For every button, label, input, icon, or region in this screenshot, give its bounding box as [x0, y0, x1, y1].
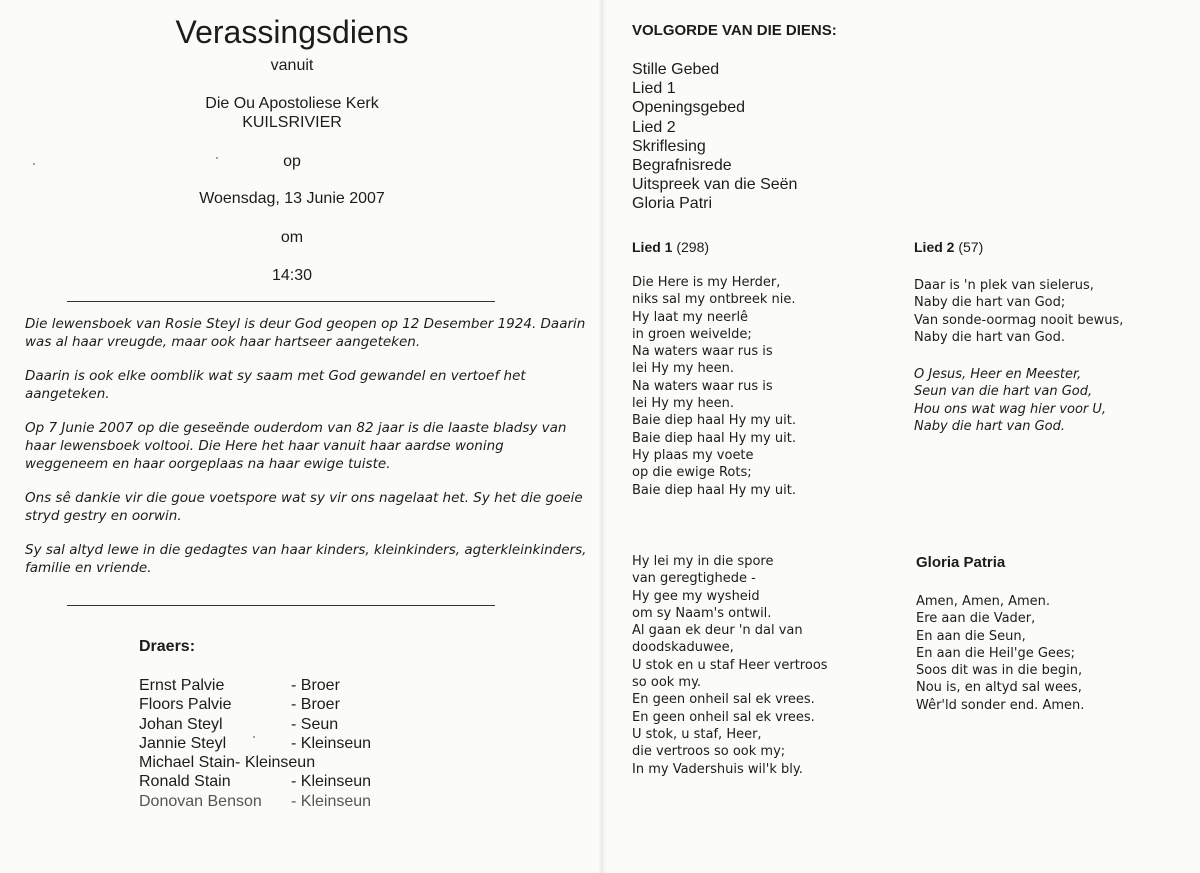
bearer-row [139, 772, 371, 791]
hymn-line: Van sonde-oormag nooit bewus, [914, 312, 1124, 328]
bearer-row [139, 753, 371, 772]
service-title: Verassingsdiens [175, 14, 409, 50]
bearer-row [139, 695, 371, 714]
obituary-paragraph: Sy sal altyd lewe in die gedagtes van haar kinders, kleinkinders, agterkleinkinders, familie en vriende. [25, 542, 587, 576]
order-list [632, 60, 797, 214]
hymn-line: Al gaan ek deur 'n dal van [632, 623, 803, 639]
order-item: Uitspreek van die Seën [632, 176, 798, 194]
bearer-relation: - Seun [291, 715, 339, 733]
hymn-line: Naby die hart van God; [914, 295, 1066, 311]
hymn-line: lei Hy my heen. [632, 396, 735, 412]
hymn-line: Hou ons wat wag hier voor U, [914, 401, 1107, 417]
bearer-relation: - Kleinseun [291, 773, 372, 791]
hymn-line: Naby die hart van God. [914, 418, 1065, 434]
lied2-verse1 [914, 277, 1123, 346]
obituary-paragraph: Ons sê dankie vir die goue voetspore wat sy vir ons nagelaat het. Sy het die goeie stryd gestry en oorwin. [25, 490, 583, 524]
hymn-line: lei Hy my heen. [632, 361, 735, 377]
church-town: KUILSRIVIER [242, 114, 342, 131]
hymn-line: Soos dit was in die begin, [916, 663, 1083, 679]
hymn-line: so ook my. [632, 675, 702, 691]
hymn-line: Na waters waar rus is [632, 378, 773, 394]
bearers-heading: Draers: [139, 638, 196, 655]
lied1-verse2 [632, 553, 828, 778]
lied2-heading [914, 239, 983, 255]
bearer-row [139, 792, 371, 811]
lied1-verse1 [632, 274, 796, 499]
lied1-title: Lied 1 [632, 239, 673, 255]
church-name: Die Ou Apostoliese Kerk [205, 95, 379, 112]
bearer-name: Ronald Stain [139, 773, 231, 791]
order-item: Lied 1 [632, 80, 676, 98]
hymn-line: Daar is 'n plek van sielerus, [914, 278, 1094, 293]
obituary-paragraph: Op 7 Junie 2007 op die geseënde ouderdom van 82 jaar is die laaste bladsy van haar lewensboek voltooi. Die Here het haar vanuit haar aardse woning weggeneem en haar oorgeplaas na haar ewige tuiste. [25, 420, 567, 472]
line-op: op [283, 153, 301, 170]
bearer-name: Ernst Palvie [139, 677, 225, 694]
lied1-number: (298) [676, 239, 710, 255]
bearer-row [139, 715, 371, 734]
bearer-relation: - Broer [291, 677, 340, 694]
obituary [25, 315, 590, 593]
hymn-line: Nou is, en altyd sal wees, [916, 680, 1082, 696]
hymn-line: En geen onheil sal ek vrees. [632, 709, 815, 725]
hymn-line: op die ewige Rots; [632, 465, 752, 481]
scan-speck [33, 163, 35, 165]
hymn-line: U stok, u staf, Heer, [632, 726, 762, 742]
obituary-paragraph: Daarin is ook elke oomblik wat sy saam met God gewandel en vertoef het aangeteken. [25, 368, 526, 402]
hymn-line: niks sal my ontbreek nie. [632, 292, 796, 308]
hymn-line: In my Vadershuis wil'k bly. [632, 761, 803, 777]
hymn-line: Baie diep haal Hy my uit. [632, 413, 796, 429]
hymn-line: in groen weivelde; [632, 326, 752, 342]
order-heading: VOLGORDE VAN DIE DIENS: [632, 22, 837, 39]
bearer-relation: - Kleinseun [291, 792, 372, 810]
hymn-line: Die Here is my Herder, [632, 275, 781, 290]
lied2-number: (57) [958, 239, 984, 255]
page-fold [598, 0, 608, 873]
order-item: Lied 2 [632, 118, 676, 136]
hymn-line: Na waters waar rus is [632, 344, 773, 360]
bearer-row [139, 734, 371, 753]
hymn-line: Naby die hart van God. [914, 329, 1065, 345]
hymn-line: Seun van die hart van God, [914, 384, 1093, 400]
line-vanuit: vanuit [270, 57, 314, 74]
bearer-name: Jannie Steyl [139, 734, 227, 752]
hymn-line: O Jesus, Heer en Meester, [914, 367, 1082, 382]
service-time: 14:30 [271, 267, 313, 284]
hymn-line: Amen, Amen, Amen. [916, 594, 1051, 609]
gloria-title: Gloria Patria [916, 554, 1006, 571]
service-date: Woensdag, 13 Junie 2007 [199, 190, 385, 207]
gloria-lines [916, 593, 1084, 714]
hymn-line: En aan die Heil'ge Gees; [916, 645, 1076, 661]
hymn-line: Baie diep haal Hy my uit. [632, 430, 796, 446]
hymn-line: Wêr'ld sonder end. Amen. [916, 697, 1085, 713]
bearer-row [139, 676, 371, 695]
lied1-heading [632, 239, 709, 255]
bearer-name: Michael Stain- Kleinseun [139, 754, 316, 772]
order-item: Skriflesing [632, 137, 706, 155]
line-om: om [280, 229, 304, 246]
hymn-line: En geen onheil sal ek vrees. [632, 692, 815, 708]
lied2-title: Lied 2 [914, 239, 955, 255]
hymn-line: die vertroos so ook my; [632, 744, 786, 760]
bearers-list [139, 676, 371, 811]
bearer-name: Floors Palvie [139, 696, 232, 714]
hymn-line: Hy lei my in die spore [632, 554, 774, 569]
obituary-paragraph: Die lewensboek van Rosie Steyl is deur God geopen op 12 Desember 1924. Daarin was al haar vreugde, maar ook haar hartseer aangeteken. [25, 316, 586, 350]
order-item: Begrafnisrede [632, 157, 732, 175]
bearer-relation: - Kleinseun [291, 734, 372, 752]
lied2-verse2 [914, 366, 1106, 435]
hymn-line: om sy Naam's ontwil. [632, 605, 772, 621]
bearer-name: Johan Steyl [139, 715, 223, 733]
hymn-line: van geregtighede - [632, 571, 756, 587]
scan-speck [216, 157, 218, 159]
hymn-line: Hy laat my neerlê [632, 309, 749, 325]
hymn-line: Ere aan die Vader, [916, 611, 1036, 627]
order-item: Stille Gebed [632, 61, 720, 78]
scan-speck [253, 736, 255, 738]
hymn-line: Hy plaas my voete [632, 447, 754, 463]
hymn-line: U stok en u staf Heer vertroos [632, 657, 828, 673]
hymn-line: En aan die Seun, [916, 628, 1026, 644]
hymn-line: doodskaduwee, [632, 640, 734, 656]
bearer-relation: - Broer [291, 696, 340, 714]
order-item: Openingsgebed [632, 99, 745, 117]
order-item: Gloria Patri [632, 195, 713, 213]
divider-bottom [67, 605, 495, 606]
bearer-name: Donovan Benson [139, 792, 262, 810]
divider-top [67, 301, 495, 302]
hymn-line: Baie diep haal Hy my uit. [632, 482, 796, 498]
hymn-line: Hy gee my wysheid [632, 588, 760, 604]
